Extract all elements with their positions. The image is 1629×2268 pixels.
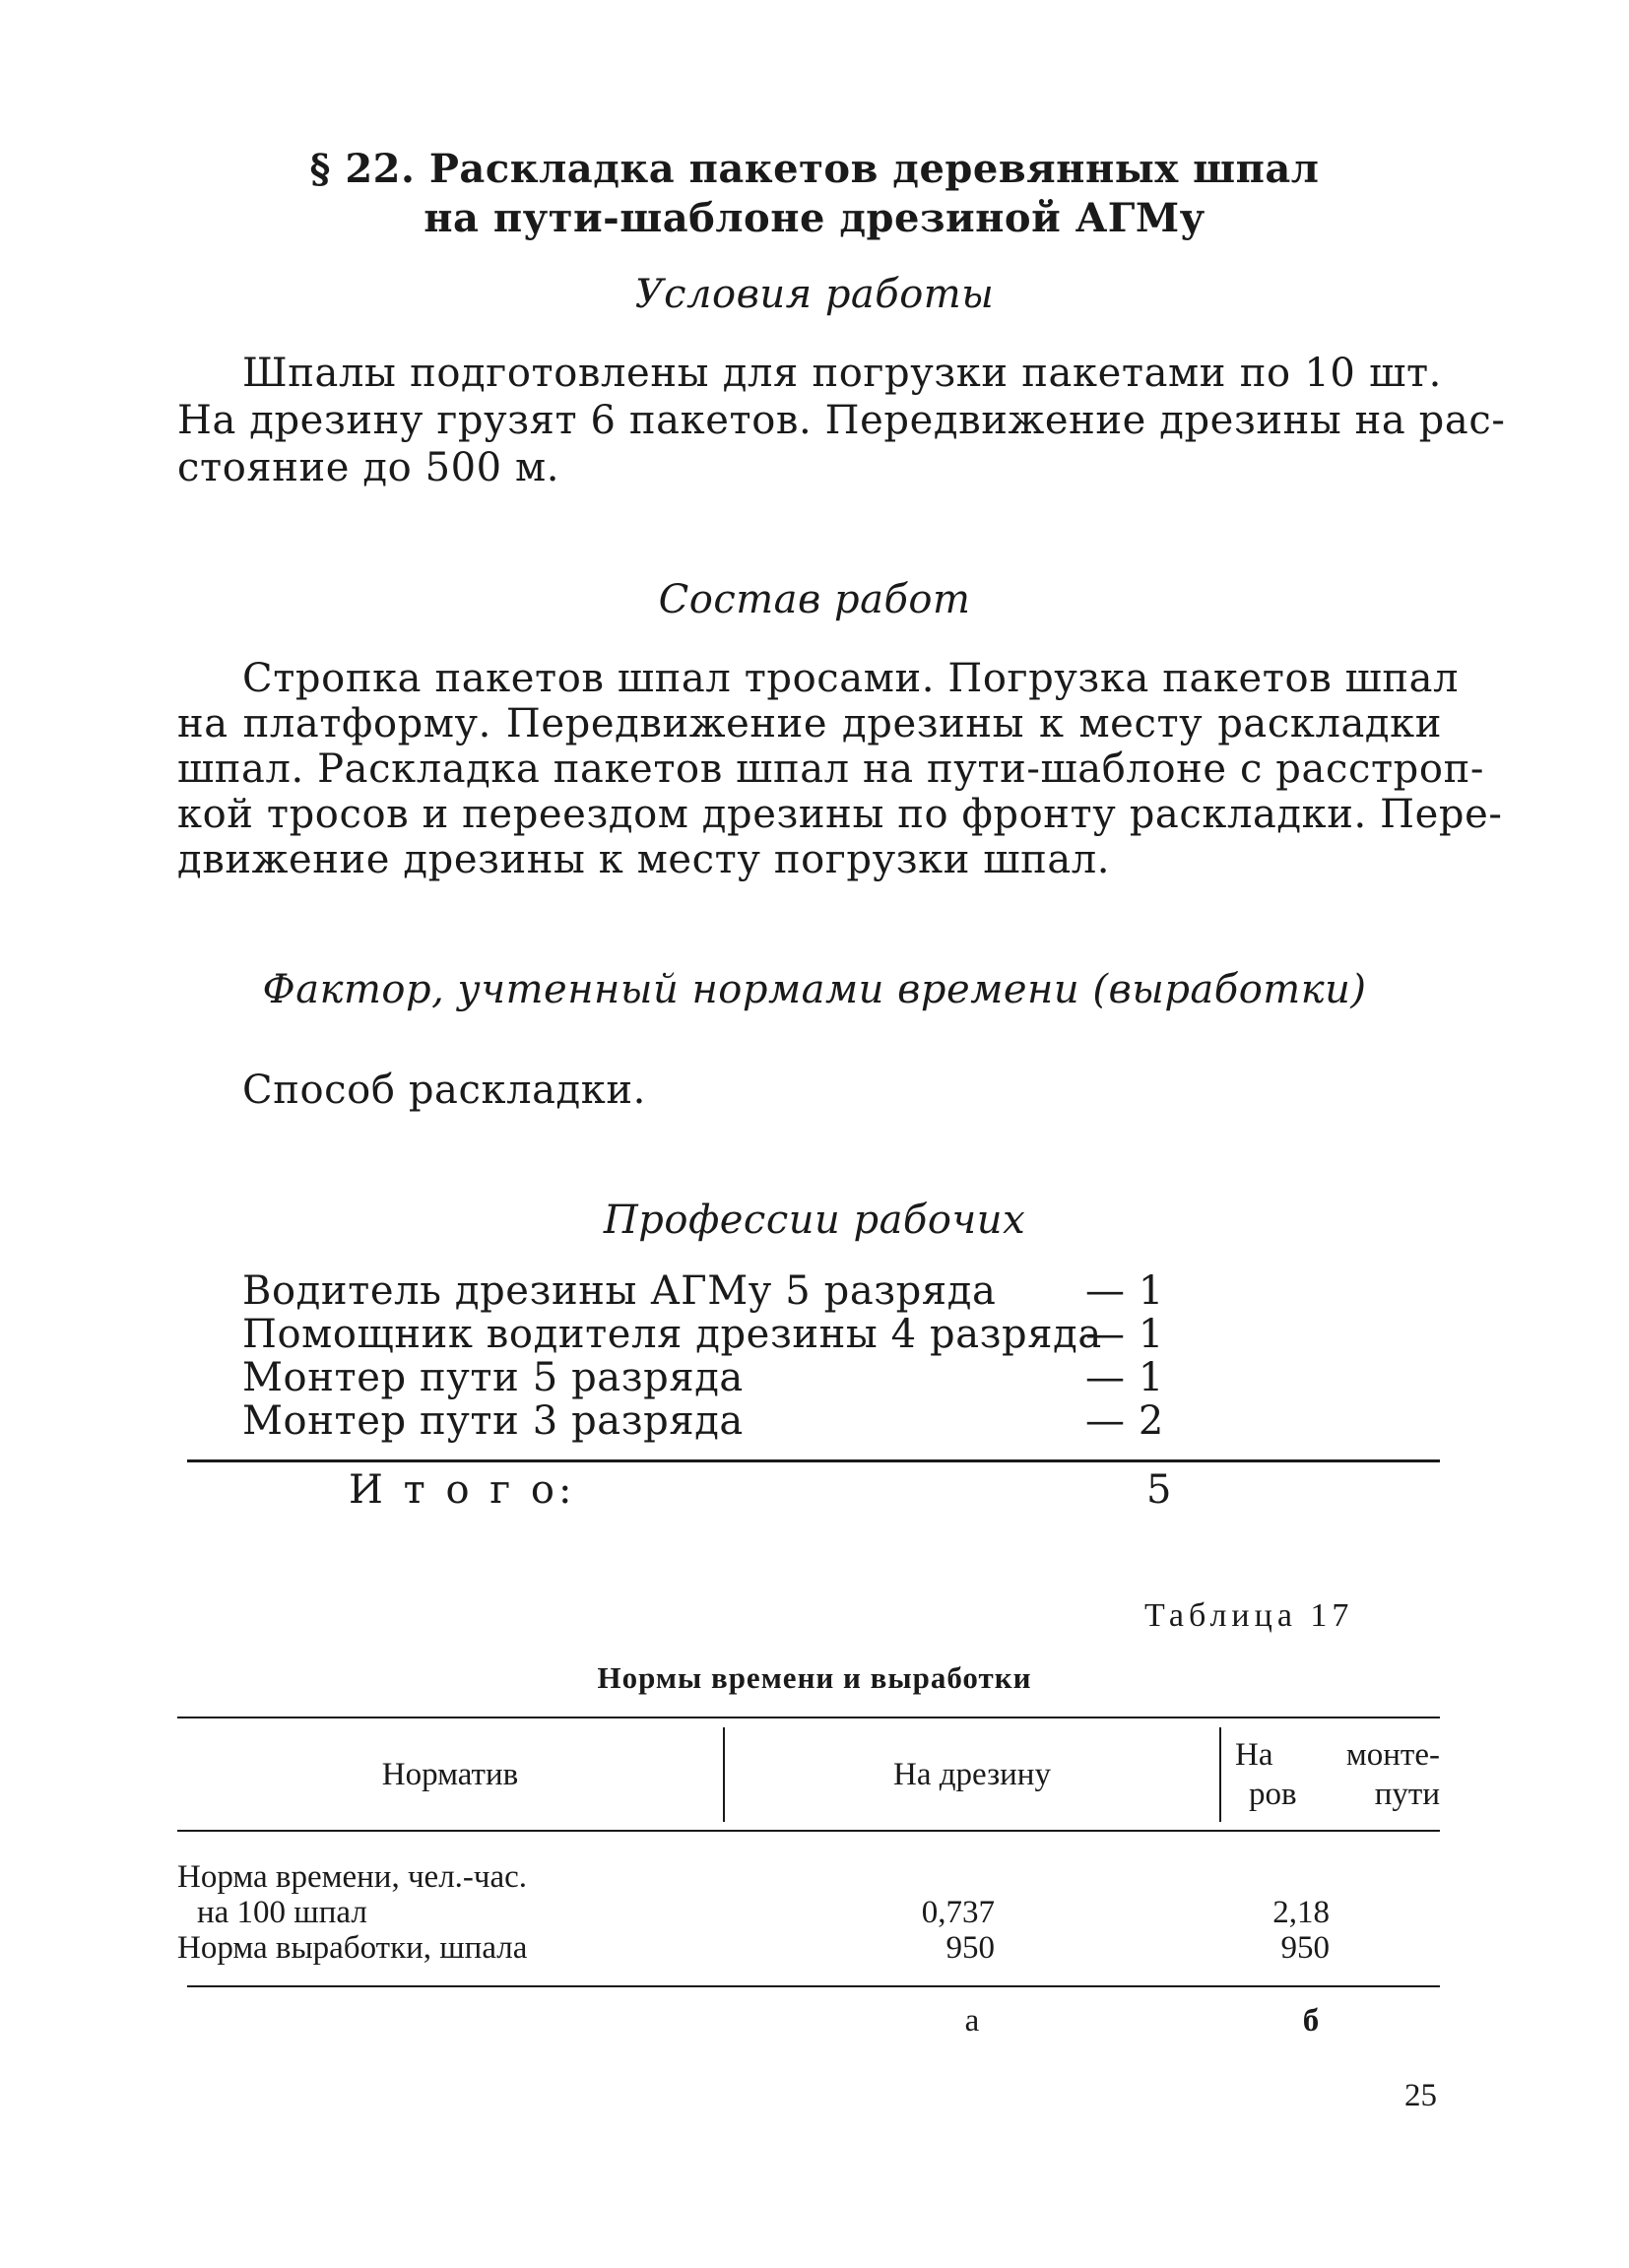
table-number: Таблица 17 (1144, 1597, 1354, 1634)
section-title-line-2: на пути-шаблоне дрезиной АГМу (424, 195, 1205, 241)
table-cell: 950 (945, 1930, 995, 1966)
profession-count: — 1 (1085, 1268, 1164, 1314)
table-col-divider (1219, 1727, 1221, 1822)
profession-name: Монтер пути 3 разряда (242, 1398, 744, 1444)
factor-text: Способ раскладки. (242, 1068, 646, 1113)
total-label: И т о г о: (349, 1467, 576, 1513)
total-value: 5 (1146, 1467, 1173, 1513)
composition-line-3: шпал. Раскладка пакетов шпал на пути-шаблоне с расстроп- (177, 746, 1484, 792)
table-top-rule (177, 1717, 1440, 1718)
professions-divider (187, 1459, 1440, 1462)
profession-name: Помощник водителя дрезины 4 разряда (242, 1312, 1102, 1357)
table-header-col3-line2: ров пути (1249, 1777, 1440, 1812)
table-row-label: Норма времени, чел.-час. (177, 1859, 528, 1895)
table-header-rule (177, 1830, 1440, 1832)
profession-name: Водитель дрезины АГМу 5 разряда (242, 1268, 997, 1314)
factor-heading: Фактор, учтенный нормами времени (выработки) (262, 967, 1367, 1012)
composition-heading: Состав работ (658, 577, 971, 622)
table-bottom-rule (187, 1985, 1440, 1987)
composition-line-4: кой тросов и переездом дрезины по фронту раскладки. Пере- (177, 792, 1503, 837)
profession-count: — 1 (1085, 1312, 1164, 1357)
table-cell: 0,737 (921, 1895, 995, 1930)
conditions-line-1: Шпалы подготовлены для погрузки пакетами по 10 шт. (242, 351, 1442, 396)
table-cell: 950 (1280, 1930, 1330, 1966)
profession-count: — 1 (1085, 1355, 1164, 1400)
table-footer-col2: а (964, 2003, 980, 2039)
page-number: 25 (1404, 2078, 1437, 2113)
profession-count: — 2 (1085, 1398, 1164, 1444)
section-title-line-1: § 22. Раскладка пакетов деревянных шпал (309, 146, 1320, 192)
table-header-col3-line1: На монте- (1235, 1737, 1440, 1773)
conditions-line-3: стояние до 500 м. (177, 445, 560, 490)
table-title: Нормы времени и выработки (597, 1660, 1032, 1695)
table-header-col1: Норматив (381, 1757, 519, 1792)
conditions-heading: Условия работы (634, 272, 995, 317)
composition-line-2: на платформу. Передвижение дрезины к месту раскладки (177, 701, 1442, 746)
composition-line-1: Стропка пакетов шпал тросами. Погрузка пакетов шпал (242, 656, 1460, 701)
profession-name: Монтер пути 5 разряда (242, 1355, 744, 1400)
professions-heading: Профессии рабочих (603, 1198, 1026, 1243)
conditions-line-2: На дрезину грузят 6 пакетов. Передвижение дрезины на рас- (177, 398, 1506, 443)
table-header-col2: На дрезину (893, 1757, 1051, 1792)
composition-line-5: движение дрезины к месту погрузки шпал. (177, 837, 1111, 882)
table-row-label: на 100 шпал (197, 1895, 367, 1930)
table-cell: 2,18 (1272, 1895, 1330, 1930)
table-row-label: Норма выработки, шпала (177, 1930, 528, 1966)
table-footer-col3: б (1302, 2003, 1320, 2039)
